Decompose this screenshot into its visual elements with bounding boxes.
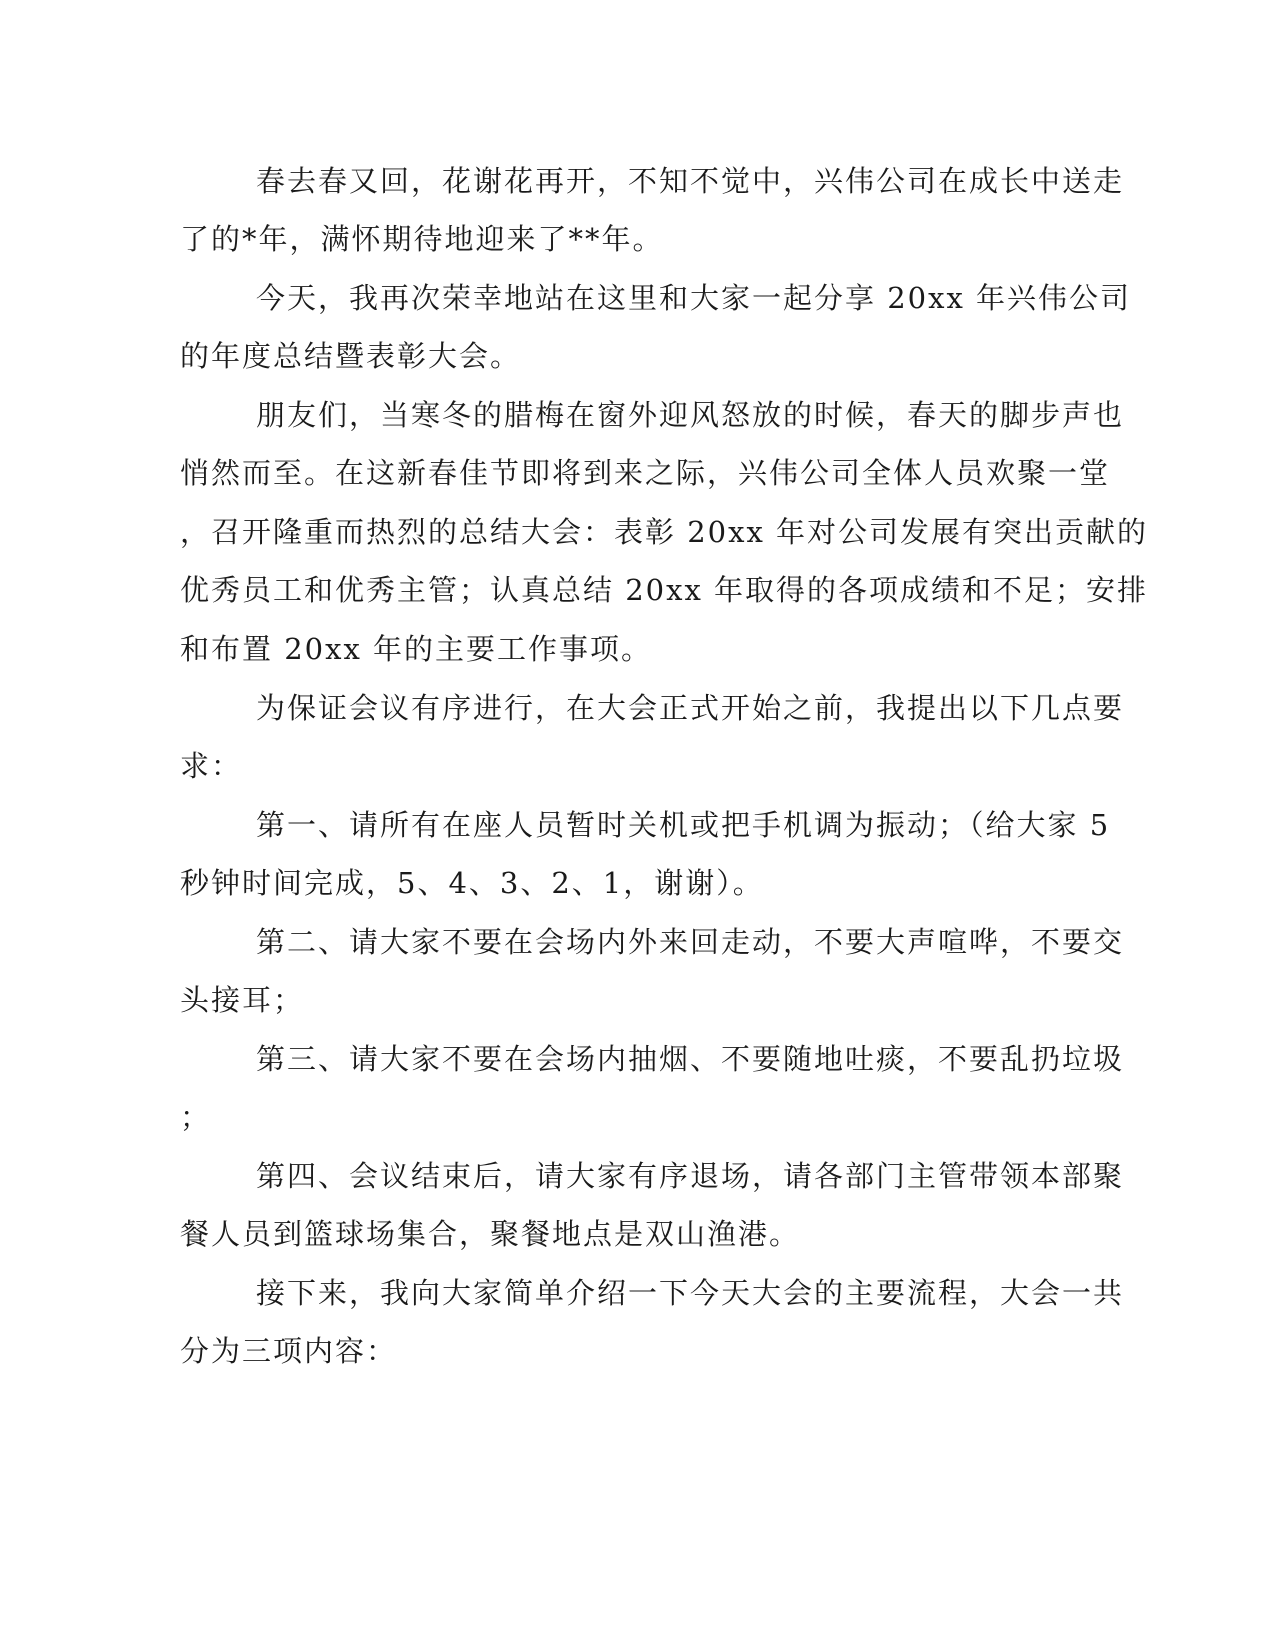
paragraph-1-line-1: 春去春又回，花谢花再开，不知不觉中，兴伟公司在成长中送走 bbox=[256, 164, 1125, 198]
paragraph-1-line-2: 了的*年，满怀期待地迎来了**年。 bbox=[180, 222, 664, 256]
paragraph-4-line-2: 求： bbox=[180, 749, 243, 783]
paragraph-5-line-2: 秒钟时间完成，5、4、3、2、1，谢谢）。 bbox=[180, 866, 764, 900]
paragraph-9-line-1: 接下来，我向大家简单介绍一下今天大会的主要流程，大会一共 bbox=[256, 1276, 1125, 1310]
paragraph-3-line-5: 和布置 20xx 年的主要工作事项。 bbox=[180, 632, 653, 666]
paragraph-6-line-2: 头接耳； bbox=[180, 983, 305, 1017]
paragraph-7-line-2: ； bbox=[180, 1100, 212, 1134]
paragraph-7-line-1: 第三、请大家不要在会场内抽烟、不要随地吐痰，不要乱扔垃圾 bbox=[256, 1042, 1125, 1076]
paragraph-6-line-1: 第二、请大家不要在会场内外来回走动，不要大声喧哗，不要交 bbox=[256, 925, 1125, 959]
paragraph-9-line-2: 分为三项内容： bbox=[180, 1334, 398, 1368]
paragraph-2-line-1: 今天，我再次荣幸地站在这里和大家一起分享 20xx 年兴伟公司 bbox=[256, 281, 1132, 315]
paragraph-3-line-1: 朋友们，当寒冬的腊梅在窗外迎风怒放的时候，春天的脚步声也 bbox=[256, 398, 1125, 432]
paragraph-2-line-2: 的年度总结暨表彰大会。 bbox=[180, 339, 522, 373]
paragraph-5-line-1: 第一、请所有在座人员暂时关机或把手机调为振动；（给大家 5 bbox=[256, 808, 1111, 842]
paragraph-4-line-1: 为保证会议有序进行，在大会正式开始之前，我提出以下几点要 bbox=[256, 691, 1125, 725]
paragraph-3-line-4: 优秀员工和优秀主管；认真总结 20xx 年取得的各项成绩和不足；安排 bbox=[180, 573, 1149, 607]
paragraph-3-line-2: 悄然而至。在这新春佳节即将到来之际，兴伟公司全体人员欢聚一堂 bbox=[180, 456, 1111, 490]
paragraph-3-line-3: ，召开隆重而热烈的总结大会：表彰 20xx 年对公司发展有突出贡献的 bbox=[180, 515, 1149, 549]
paragraph-8-line-2: 餐人员到篮球场集合，聚餐地点是双山渔港。 bbox=[180, 1217, 801, 1251]
paragraph-8-line-1: 第四、会议结束后，请大家有序退场，请各部门主管带领本部聚 bbox=[256, 1159, 1125, 1193]
